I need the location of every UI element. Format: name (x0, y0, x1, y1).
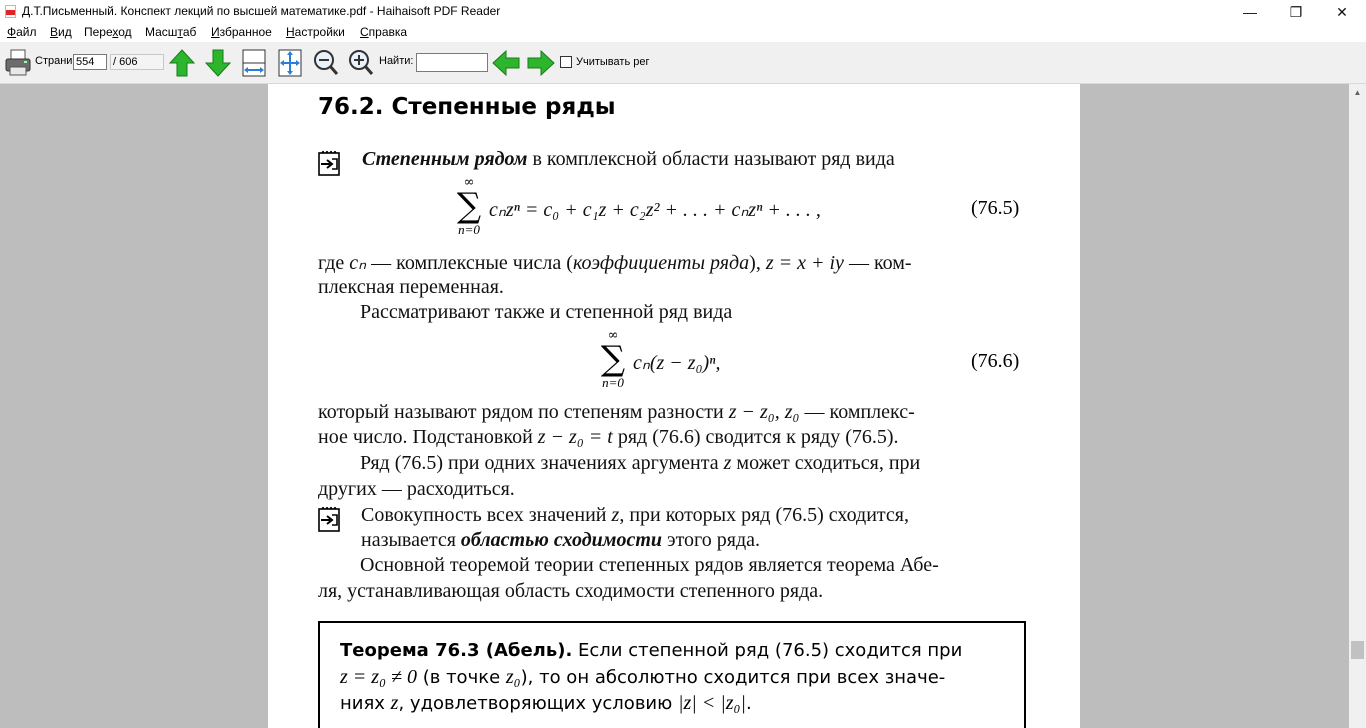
text: ), то он абсолютно сходится при всех значе- (520, 667, 946, 688)
theorem-line-2 (340, 666, 945, 689)
paragraph-3-line-2 (318, 426, 899, 449)
text: ниях (340, 693, 391, 714)
menu-go-accel: х (112, 25, 119, 39)
text: Если степенной ряд (76.5) сходится при (572, 640, 963, 661)
fit-width-icon[interactable] (240, 48, 268, 78)
math-z: z (611, 504, 620, 526)
window-title: Д.Т.Письменный. Конспект лекций по высшей математике.pdf - Haihaisoft PDF Reader (22, 4, 501, 18)
section-title: 76.2. Степенные ряды (318, 94, 616, 120)
paragraph-4-line-1 (360, 452, 920, 475)
menu-help-accel: С (360, 25, 369, 39)
paragraph-5-line-2: ля, устанавливающая область сходимости степенного ряда. (318, 580, 824, 602)
title-bar (0, 0, 1366, 24)
document-viewer[interactable] (0, 84, 1349, 728)
text: , при которых ряд (76.5) сходится, (619, 504, 909, 526)
text: может сходиться, при (731, 452, 921, 474)
find-label: Найти: (379, 55, 414, 67)
text: — ком- (843, 252, 912, 274)
pdf-app-icon (5, 5, 16, 18)
term-power-series: Степенным рядом (362, 148, 528, 170)
menu-file-label: айл (16, 25, 37, 39)
find-input[interactable] (416, 53, 488, 72)
term-coefficients: коэффициенты ряда (572, 252, 750, 274)
menu-view[interactable] (50, 25, 72, 39)
menu-file[interactable] (7, 25, 37, 39)
equation-number-76-6: (76.6) (971, 350, 1020, 372)
definition-1 (362, 148, 895, 171)
page-label: Страни (35, 55, 73, 67)
text: . (746, 693, 752, 714)
print-icon[interactable] (4, 48, 32, 78)
menu-settings-label: астройки (294, 25, 345, 39)
sum-lower-limit: n=0 (602, 375, 624, 390)
scroll-up-arrow-icon[interactable]: ▲ (1353, 88, 1362, 97)
menu-view-accel: В (50, 25, 59, 39)
menu-favorites-label: збранное (219, 25, 272, 39)
menu-go-pre: Пере (84, 25, 113, 39)
math-z: z (390, 692, 399, 714)
text: (в точке (417, 667, 506, 688)
menu-go-label: од (118, 25, 132, 39)
match-case-checkbox[interactable] (560, 56, 572, 68)
zoom-in-icon[interactable] (347, 48, 375, 78)
equation-76-5: cₙzⁿ = c₀ + c₁z + c₂z² + . . . + cₙzⁿ + . . . , (489, 199, 821, 221)
menu-help[interactable] (360, 25, 407, 39)
match-case-label: Учитывать рег (576, 56, 650, 68)
text: этого ряда. (662, 529, 761, 551)
sum-upper-limit: ∞ (607, 328, 619, 343)
menu-settings-accel: Н (286, 25, 295, 39)
paragraph-2: Рассматривают также и степенной ряд вида (360, 301, 733, 323)
menu-bar (0, 24, 1366, 42)
text: ное число. Подстановкой (318, 426, 538, 448)
paragraph-4-line-2: других — расходиться. (318, 478, 515, 500)
theorem-title: Теорема 76.3 (Абель). (340, 640, 573, 661)
menu-help-label: правка (368, 25, 408, 39)
text: — комплекс- (799, 401, 915, 423)
math-cn: cₙ (349, 252, 367, 274)
paragraph-5-line-1: Основной теоремой теории степенных рядов является теорема Абе- (360, 554, 939, 576)
definition-icon (318, 506, 340, 532)
menu-view-label: ид (58, 25, 72, 39)
menu-zoom-pre: Масш (145, 25, 178, 39)
pdf-page (268, 84, 1080, 728)
theorem-box (318, 621, 1026, 728)
fit-page-icon[interactable] (276, 48, 304, 78)
maximize-button[interactable]: ❐ (1289, 4, 1303, 20)
scrollbar-thumb[interactable] (1351, 641, 1364, 659)
term-convergence-region: областью сходимости (460, 529, 662, 551)
arrow-up-icon[interactable] (168, 48, 196, 78)
menu-favorites-accel: И (211, 25, 220, 39)
paragraph-3-line-1 (318, 401, 915, 424)
page-number-input[interactable]: 554 (73, 54, 107, 70)
math-z: z (723, 452, 732, 474)
math: z − z₀, z₀ (728, 401, 800, 423)
math: z − z₀ = t (537, 426, 613, 448)
theorem-line-3 (340, 692, 752, 715)
menu-go[interactable] (84, 25, 132, 39)
find-next-icon[interactable] (526, 48, 556, 78)
text: Ряд (76.5) при одних значениях аргумента (360, 452, 724, 474)
definition-2-line-2 (361, 529, 760, 552)
math: z = z₀ ≠ 0 (340, 666, 417, 688)
menu-settings[interactable] (286, 25, 345, 39)
vertical-scrollbar[interactable] (1349, 84, 1366, 728)
close-button[interactable]: ✕ (1336, 4, 1348, 20)
math-z: z = x + iy (765, 252, 844, 274)
toolbar (0, 42, 1366, 84)
find-prev-icon[interactable] (491, 48, 521, 78)
theorem-line-1 (340, 640, 962, 661)
text: который называют рядом по степеням разности (318, 401, 729, 423)
menu-zoom-accel: т (177, 25, 183, 39)
definition-icon (318, 150, 340, 176)
text: — комплексные числа ( (366, 252, 573, 274)
minimize-button[interactable]: — (1243, 4, 1257, 20)
sum-upper-limit: ∞ (463, 175, 475, 190)
menu-file-accel: Ф (7, 25, 17, 39)
math-z0: z₀ (505, 666, 521, 688)
sum-lower-limit: n=0 (458, 222, 480, 237)
menu-zoom-label: аб (182, 25, 197, 39)
equation-76-6: cₙ(z − z₀)ⁿ, (633, 352, 721, 374)
menu-favorites[interactable] (211, 25, 272, 39)
paragraph-1-line-1 (318, 250, 912, 275)
sum-symbol-1: ∞ ∑ n=0 (454, 176, 484, 237)
text: Совокупность всех значений (361, 504, 612, 526)
paragraph-1-line-2: плексная переменная. (318, 276, 504, 298)
sum-symbol-2: ∞ ∑ n=0 (598, 329, 628, 390)
page-total: / 606 (110, 54, 164, 70)
text: где (318, 252, 350, 274)
equation-number-76-5: (76.5) (971, 197, 1020, 219)
definition-2-line-1 (361, 504, 909, 527)
text: ряд (76.6) сводится к ряду (76.5). (612, 426, 899, 448)
arrow-down-icon[interactable] (204, 48, 232, 78)
text: , удовлетворяющих условию (398, 693, 678, 714)
math: |z| < |z₀| (678, 692, 747, 714)
text: ), (749, 252, 766, 274)
definition-1-text: в комплексной области называют ряд вида (527, 148, 895, 170)
menu-zoom[interactable] (145, 25, 196, 39)
text: называется (361, 529, 461, 551)
zoom-out-icon[interactable] (312, 48, 340, 78)
